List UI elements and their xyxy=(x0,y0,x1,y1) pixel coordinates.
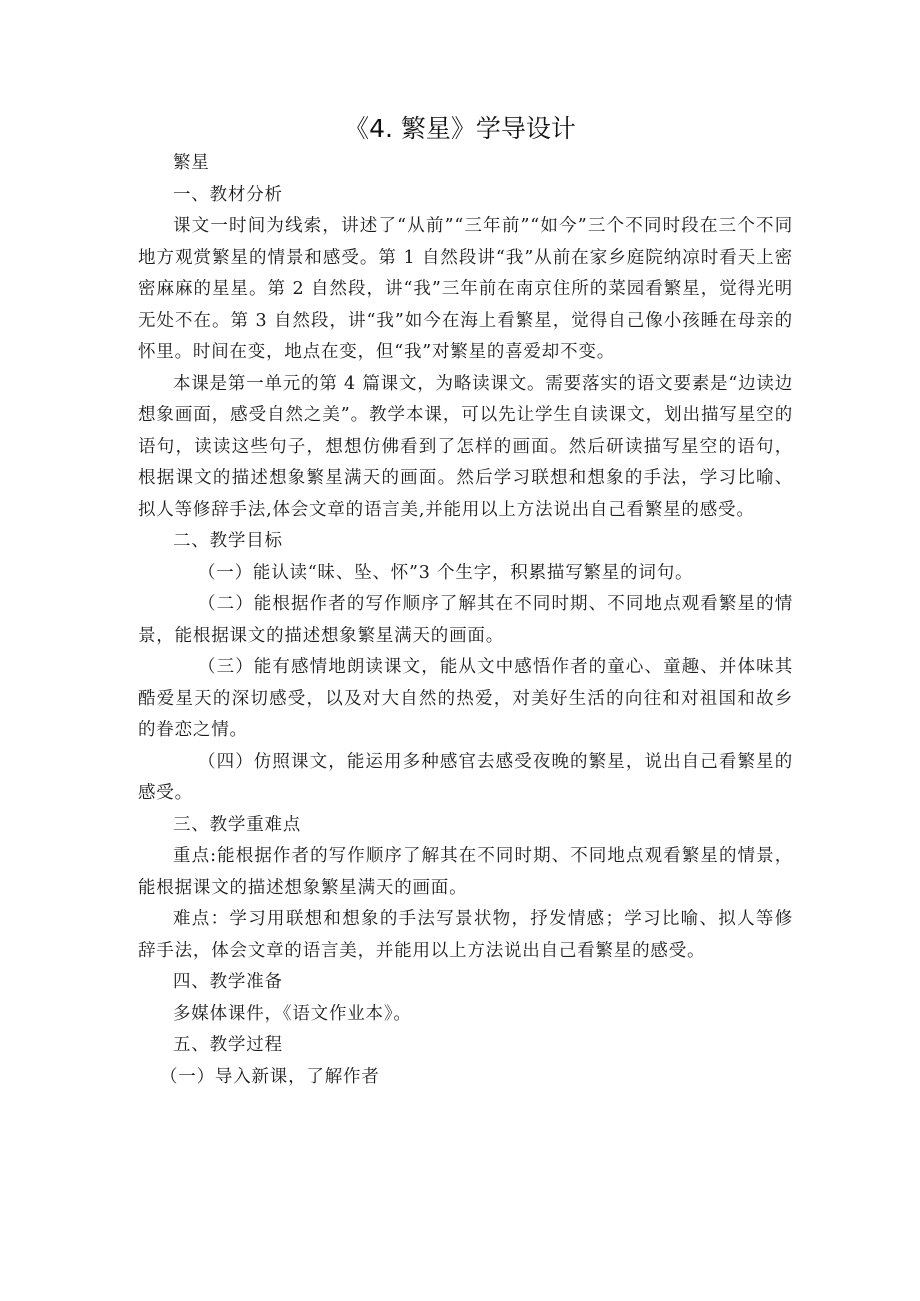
section-heading-goals: 二、教学目标 xyxy=(173,531,283,551)
analysis-paragraph-1: 课文一时间为线索，讲述了“从前”“三年前”“如今”三个不同时段在三个不同地方观赏繁星的情景和感受。第 1 自然段讲“我”从前在家乡庭院纳凉时看天上密密麻麻的星星。第 2 自然段，讲“我”三年前在南京住所的菜园看繁星，觉得光明无处不在。第 3 自然段，讲“我”如今在海上看繁星，觉得自己像小孩睡在母亲的怀里。时间在变，地点在变，但“我”对繁星的喜爱却不变。 xyxy=(138,216,793,362)
section-heading-key-points: 三、教学重难点 xyxy=(173,814,302,835)
analysis-paragraph-2: 本课是第一单元的第 4 篇课文，为略读课文。需要落实的语文要素是“边读边想象画面，感受自然之美”。教学本课，可以先让学生自读课文，划出描写星空的语句，读读这些句子，想想仿佛看到了怎样的画面。然后研读描写星空的语句，根据课文的描述想象繁星满天的画面。然后学习联想和想象的手法，学习比喻、拟人等修辞手法,体会文章的语言美,并能用以上方法说出自己看繁星的感受。 xyxy=(138,373,794,520)
section-heading-preparation: 四、教学准备 xyxy=(173,972,283,992)
key-point: 重点:能根据作者的写作顺序了解其在不同时期、不同地点观看繁星的情景，能根据课文的描述想象繁星满天的画面。 xyxy=(138,846,793,898)
lesson-name: 繁星 xyxy=(173,153,210,173)
goal-2: （二）能根据作者的写作顺序了解其在不同时期、不同地点观看繁星的情景，能根据课文的描述想象繁星满天的画面。 xyxy=(138,594,793,646)
goal-1: （一）能认读“昧、坠、怀”3 个生字，积累描写繁星的词句。 xyxy=(198,562,694,583)
goal-4: （四）仿照课文，能运用多种感官去感受夜晚的繁星，说出自己看繁星的感受。 xyxy=(138,751,793,803)
preparation-content: 多媒体课件，《语文作业本》。 xyxy=(173,1003,412,1024)
goal-3: （三）能有感情地朗读课文，能从文中感悟作者的童心、童趣、并体味其酷爱星天的深切感受，以及对大自然的热爱，对美好生活的向往和对祖国和故乡的眷恋之情。 xyxy=(138,657,793,740)
document-title: 《4. 繁星》学导设计 xyxy=(344,114,576,143)
document-body xyxy=(138,148,793,1093)
process-step-1: （一）导入新课，了解作者 xyxy=(160,1066,380,1087)
difficult-point: 难点：学习用联想和想象的手法写景状物，抒发情感；学习比喻、拟人等修辞手法，体会文章的语言美，并能用以上方法说出自己看繁星的感受。 xyxy=(138,909,793,961)
section-heading-analysis: 一、教材分析 xyxy=(173,184,283,205)
section-heading-process: 五、教学过程 xyxy=(173,1035,283,1055)
